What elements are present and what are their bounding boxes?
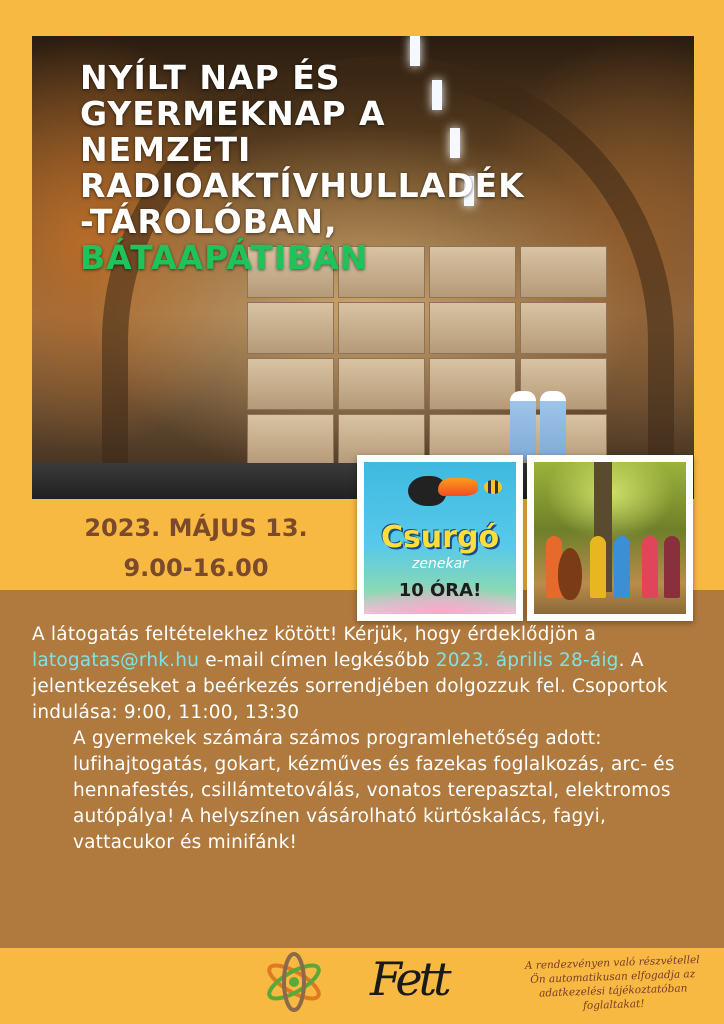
worker-figure (540, 391, 566, 461)
band-members-photo (527, 455, 693, 621)
programs-paragraph: A gyermekek számára számos programlehetőség adott: lufihajtogatás, gokart, kézműves és fazekas foglalkozás, arc- és hennafestés, csillámtetoválás, vonatos terepasztal, elektromos autópálya! A helyszínen vásárolható kürtőskalács, fagyi, vattacukor és minifánk! (73, 728, 675, 853)
hero-photo (32, 36, 694, 499)
band-member (590, 536, 606, 598)
registration-paragraph: A látogatás feltételekhez kötött! Kérjük, hogy érdeklődjön a latogatas@rhk.hu e-mail címen legkésőbb 2023. április 28-áig. A jelentkezéseket a beérkezés sorrendjében dolgozzuk fel. Csoportok indulása: 9:00, 11:00, 13:30 (32, 624, 668, 723)
band-member (642, 536, 658, 598)
event-time: 9.00-16.00 (123, 554, 269, 582)
band-member (614, 536, 630, 598)
deadline-date: 2023. április 28-áig (435, 650, 619, 671)
info-text (32, 622, 712, 856)
cello-icon (558, 548, 582, 600)
page-title: NYÍLT NAP ÉS GYERMEKNAP A NEMZETI RADIOAKTÍVHULLADÉK -TÁROLÓBAN, BÁTAAPÁTIBAN (80, 58, 525, 277)
band-member (664, 536, 680, 598)
event-datetime (46, 508, 346, 588)
band-subtitle: zenekar (412, 556, 468, 572)
bee-icon (484, 480, 502, 494)
band-name: Csurgó (380, 520, 500, 555)
footer-logos (262, 950, 482, 1020)
event-date: 2023. MÁJUS 13. (84, 514, 308, 542)
atom-logo-icon (262, 950, 326, 1014)
worker-figure (510, 391, 536, 461)
band-logo-photo (357, 455, 523, 621)
disclaimer-text: A rendezvényen való részvétellel Ön automatikusan elfogadja az adatkezelési tájékoztatóban foglaltakat! (524, 953, 700, 1013)
fett-logo: Fett (370, 952, 448, 1006)
email-link[interactable]: latogatas@rhk.hu (32, 650, 200, 671)
band-time: 10 ÓRA! (398, 580, 482, 601)
title-location: BÁTAAPÁTIBAN (80, 238, 369, 277)
